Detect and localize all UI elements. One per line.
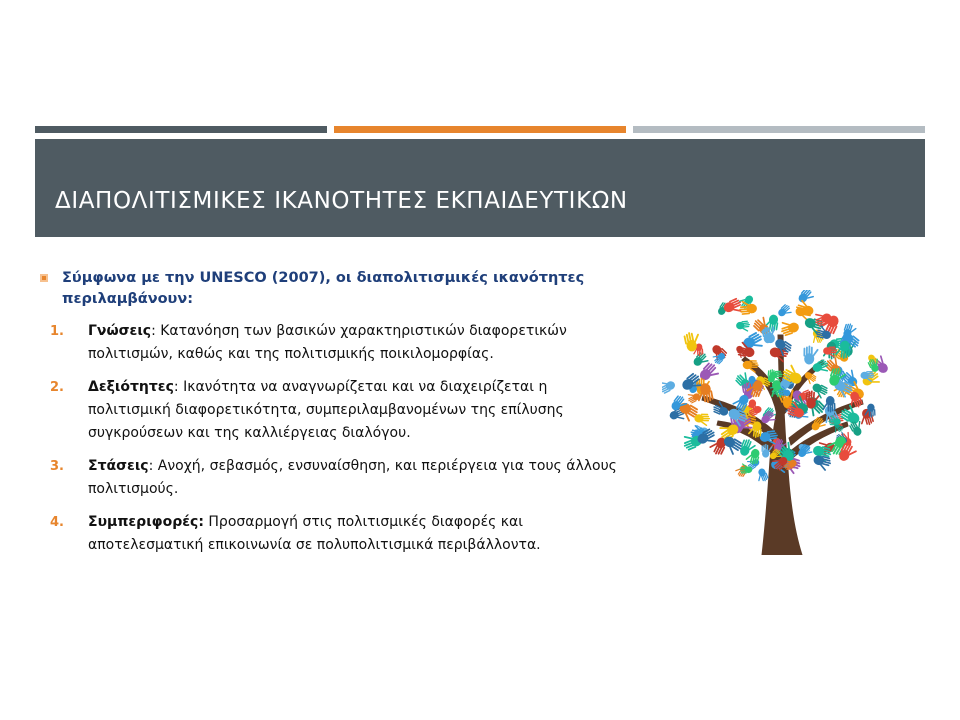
competency-list (40, 320, 630, 557)
item-number: 1. (50, 324, 64, 339)
hand-print-icon (708, 343, 729, 364)
item-text: : Κατανόηση των βασικών χαρακτηριστικών διαφορετικών πολιτισμών, καθώς και της πολιτισμικής ποικιλομορφίας. (88, 323, 567, 362)
hand-print-icon (776, 303, 794, 320)
hand-print-icon (694, 414, 710, 427)
item-number: 3. (50, 459, 64, 474)
item-text: : Ανοχή, σεβασμός, ενσυναίσθηση, και περιέργεια για τους άλλους πολιτισμούς. (88, 458, 617, 497)
list-item-behaviors (40, 511, 630, 557)
slide-content (40, 268, 630, 567)
hand-print-icon (736, 320, 751, 333)
tree-of-hands-image (662, 290, 892, 555)
intro-text: Σύμφωνα με την UNESCO (2007), οι διαπολιτισμικές ικανότητες περιλαμβάνουν: (62, 270, 585, 307)
colorful-hands-canopy (662, 290, 892, 484)
item-number: 2. (50, 380, 64, 395)
item-term: Δεξιότητες (88, 379, 174, 395)
accent-bar-dark (35, 126, 327, 133)
item-term: Συμπεριφορές: (88, 514, 204, 530)
accent-bar-orange (334, 126, 626, 133)
item-term: Γνώσεις (88, 323, 152, 339)
intro-paragraph (40, 268, 630, 310)
item-text: : Ικανότητα να αναγνωρίζεται και να διαχειρίζεται η πολιτισμική διαφορετικότητα, συμπεριλαμβανομένων της επίλυσης συγκρούσεων και της καλλιέργειας διαλόγου. (88, 379, 564, 441)
item-text: Προσαρμογή στις πολιτισμικές διαφορές και αποτελεσματική επικοινωνία σε πολυπολιτισμικά περιβάλλοντα. (88, 514, 541, 553)
list-item-attitudes (40, 455, 630, 501)
item-number: 4. (50, 515, 64, 530)
item-term: Στάσεις (88, 458, 149, 474)
hand-print-icon (803, 345, 819, 364)
hand-print-icon (778, 317, 800, 337)
list-item-knowledge (40, 320, 630, 366)
hand-print-icon (662, 376, 677, 394)
list-item-skills (40, 376, 630, 445)
bullet-square-icon (40, 274, 48, 282)
hand-print-icon (796, 290, 816, 307)
slide-title: ΔΙΑΠΟΛΙΤΙΣΜΙΚΕΣ ΙΚΑΝΟΤΗΤΕΣ ΕΚΠΑΙΔΕΥΤΙΚΩΝ (55, 188, 628, 214)
accent-bar-light (633, 126, 925, 133)
title-band (35, 139, 925, 237)
hand-print-icon (754, 467, 769, 483)
